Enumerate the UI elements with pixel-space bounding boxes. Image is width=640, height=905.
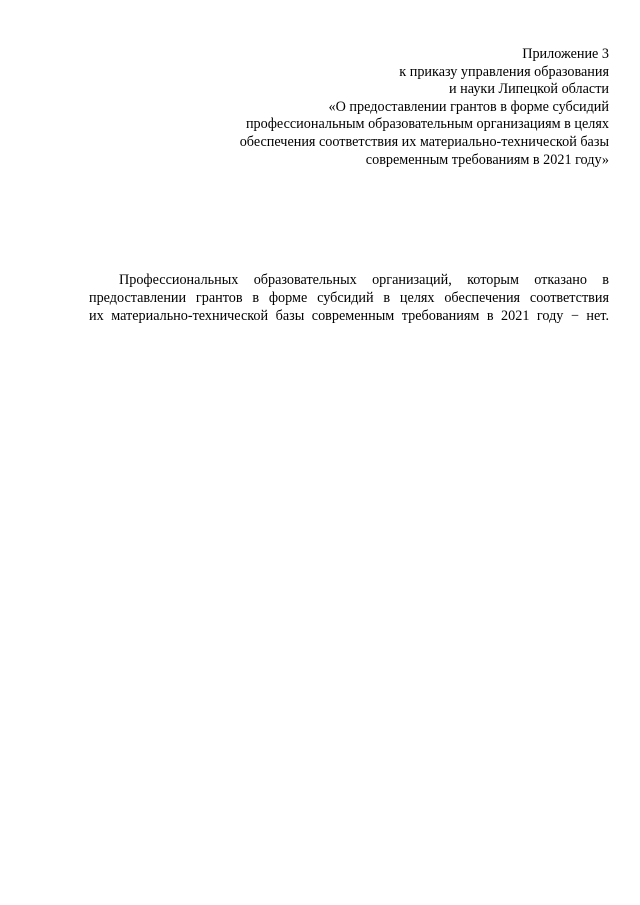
order-title-line-3: обеспечения соответствия их материально-технической базы xyxy=(239,133,609,150)
order-title-line-2: профессиональным образовательным организациям в целях xyxy=(245,116,609,133)
order-title-line-4: современным требованиям в 2021 году» xyxy=(365,151,609,168)
body-line-2: предоставлении грантов в форме субсидий в целях обеспечения соответствия xyxy=(89,290,609,307)
order-reference-line-2: и науки Липецкой области xyxy=(449,81,609,98)
order-reference-line-1: к приказу управления образования xyxy=(399,63,609,80)
appendix-number: Приложение 3 xyxy=(522,46,609,62)
body-line-3: их материально-технической базы современным требованиям в 2021 году − нет. xyxy=(89,308,609,325)
body-line-1: Профессиональных образовательных организаций, которым отказано в xyxy=(119,272,609,288)
appendix-header xyxy=(189,46,609,169)
body-paragraph xyxy=(89,271,609,326)
order-title-line-1: «О предоставлении грантов в форме субсидий xyxy=(328,98,609,115)
